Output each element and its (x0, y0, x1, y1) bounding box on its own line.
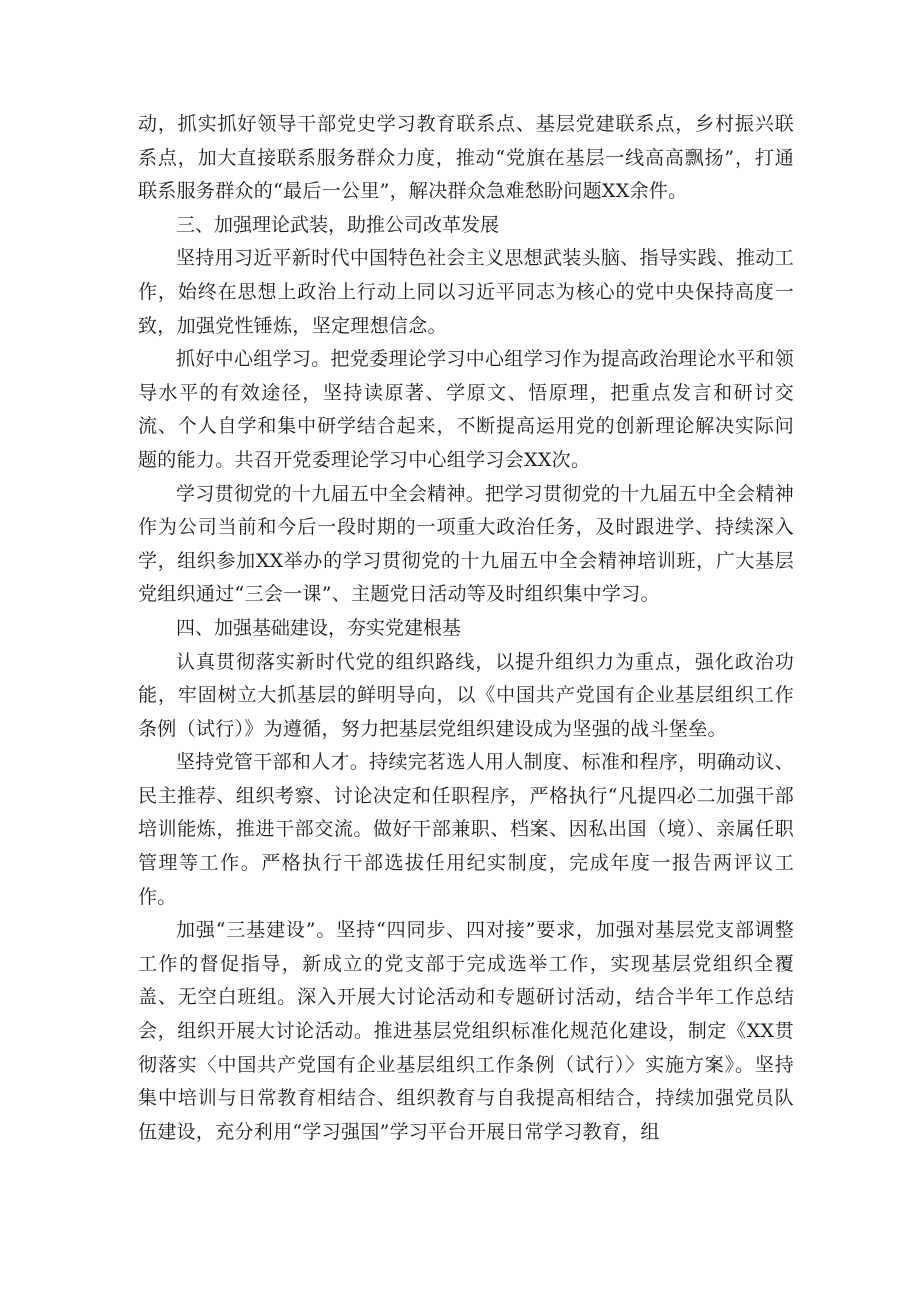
paragraph-continuation: 动，抓实抓好领导干部党史学习教育联系点、基层党建联系点，乡村振兴联系点，加大直接联系服务群众力度，推动“党旗在基层一线高高飘扬”，打通联系服务群众的“最后一公里”，解决群众急难愁盼问题XX余件。 (138, 113, 794, 203)
paragraph-central-group-study: 抓好中心组学习。把党委理论学习中心组学习作为提高政治理论水平和领导水平的有效途径，坚持读原著、学原文、悟原理，把重点发言和研讨交流、个人自学和集中研学结合起来，不断提高运用党的创新理论解决实际问题的能力。共召开党委理论学习中心组学习会XX次。 (138, 348, 794, 471)
paragraph-fifth-plenum: 学习贯彻党的十九届五中全会精神。把学习贯彻党的十九届五中全会精神作为公司当前和今后一段时期的一项重大政治任务，及时跟进学、持续深入学，组织参加XX举办的学习贯彻党的十九届五中全会精神培训班，广大基层党组织通过“三会一课”、主题党日活动等及时组织集中学习。 (138, 482, 794, 606)
document-page (138, 108, 794, 1149)
section-heading-three: 三、加强理论武装，助推公司改革发展 (176, 213, 500, 236)
paragraph-three-basics: 加强“三基建设”。坚持“四同步、四对接”要求，加强对基层党支部调整工作的督促指导，新成立的党支部于完成选举工作，实现基层党组织全覆盖、无空白班组。深入开展大讨论活动和专题研讨活动，结合半年工作总结会，组织开展大讨论活动。推进基层党组织标准化规范化建设，制定《XX贯彻落实〈中国共产党国有企业基层组织工作条例（试行）〉实施方案》。坚持集中培训与日常教育相结合、组织教育与自我提高相结合，持续加强党员队伍建设，充分利用“学习强国”学习平台开展日常学习教育，组 (138, 919, 794, 1143)
paragraph-theory-armament: 坚持用习近平新时代中国特色社会主义思想武装头脑、指导实践、推动工作，始终在思想上政治上行动上同以习近平同志为核心的党中央保持高度一致，加强党性锤炼，坚定理想信念。 (138, 247, 794, 337)
section-heading-four: 四、加强基础建设，夯实党建根基 (176, 616, 462, 639)
paragraph-cadre-management: 坚持党管干部和人才。持续完茗选人用人制度、标准和程序，明确动议、民主推荐、组织考察、讨论决定和任职程序，严格执行“凡提四必二加强干部培训能炼，推进干部交流。做好干部兼职、档案、因私出国（境）、亲属任职管理等工作。严格执行干部选拔任用纪实制度，完成年度一报告两评议工作。 (138, 751, 794, 908)
paragraph-organization-line: 认真贯彻落实新时代党的组织路线，以提升组织力为重点，强化政治功能，牢固树立大抓基层的鲜明导向，以《中国共产党国有企业基层组织工作条例（试行）》为遵循，努力把基层党组织建设成为坚强的战斗堡垒。 (138, 650, 794, 740)
